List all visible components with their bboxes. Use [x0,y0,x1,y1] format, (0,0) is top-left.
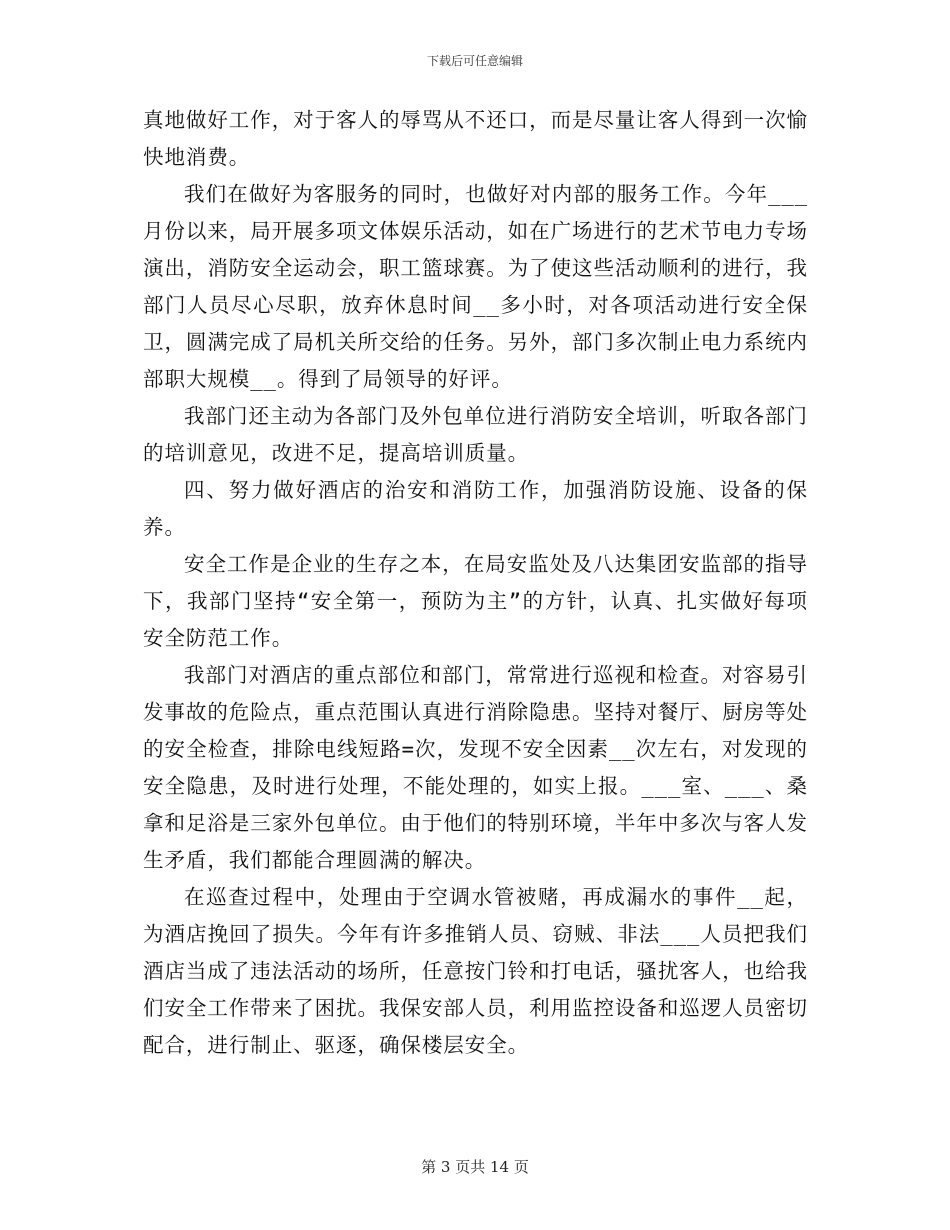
paragraph-patrol: 在巡查过程中，处理由于空调水管被赌，再成漏水的事件__起，为酒店挽回了损失。今年有许多推销人员、窃贼、非法___人员把我们酒店当成了违法活动的场所，任意按门铃和打电话，骚扰客人，也给我们安全工作带来了困扰。我保安部人员，利用监控设备和巡逻人员密切配合，进行制止、驱逐，确保楼层安全。 [143,885,808,1057]
paragraph-inspection: 我部门对酒店的重点部位和部门，常常进行巡视和检查。对容易引发事故的危险点，重点范围认真进行消除隐患。坚持对餐厅、厨房等处的安全检查，排除电线短路=次，发现不安全因素__次左右，对发现的安全隐患，及时进行处理，不能处理的，如实上报。___室、___、桑拿和足浴是三家外包单位。由于他们的特别环境，半年中多次与客人发生矛盾，我们都能合理圆满的解决。 [143,663,808,872]
document-body [143,102,808,1064]
paragraph-safety-policy: 安全工作是企业的生存之本，在局安监处及八达集团安监部的指导下，我部门坚持“安全第一，预防为主”的方针，认真、扎实做好每项安全防范工作。 [143,552,808,650]
section-heading-four: 四、努力做好酒店的治安和消防工作，加强消防设施、设备的保养。 [143,478,808,539]
paragraph-continued: 真地做好工作，对于客人的辱骂从不还口，而是尽量让客人得到一次愉快地消费。 [143,108,808,169]
page-number: 第 3 页共 14 页 [421,1158,529,1176]
paragraph-internal-service: 我们在做好为客服务的同时，也做好对内部的服务工作。今年___月份以来，局开展多项文体娱乐活动，如在广场进行的艺术节电力专场演出，消防安全运动会，职工篮球赛。为了使这些活动顺利的进行，我部门人员尽心尽职，放弃休息时间__多小时，对各项活动进行安全保卫，圆满完成了局机关所交给的任务。另外，部门多次制止电力系统内部职大规模__。得到了局领导的好评。 [143,182,808,391]
page-header-note: 下载后可任意编辑 [426,54,523,68]
paragraph-fire-training: 我部门还主动为各部门及外包单位进行消防安全培训，听取各部门的培训意见，改进不足，提高培训质量。 [143,404,808,465]
